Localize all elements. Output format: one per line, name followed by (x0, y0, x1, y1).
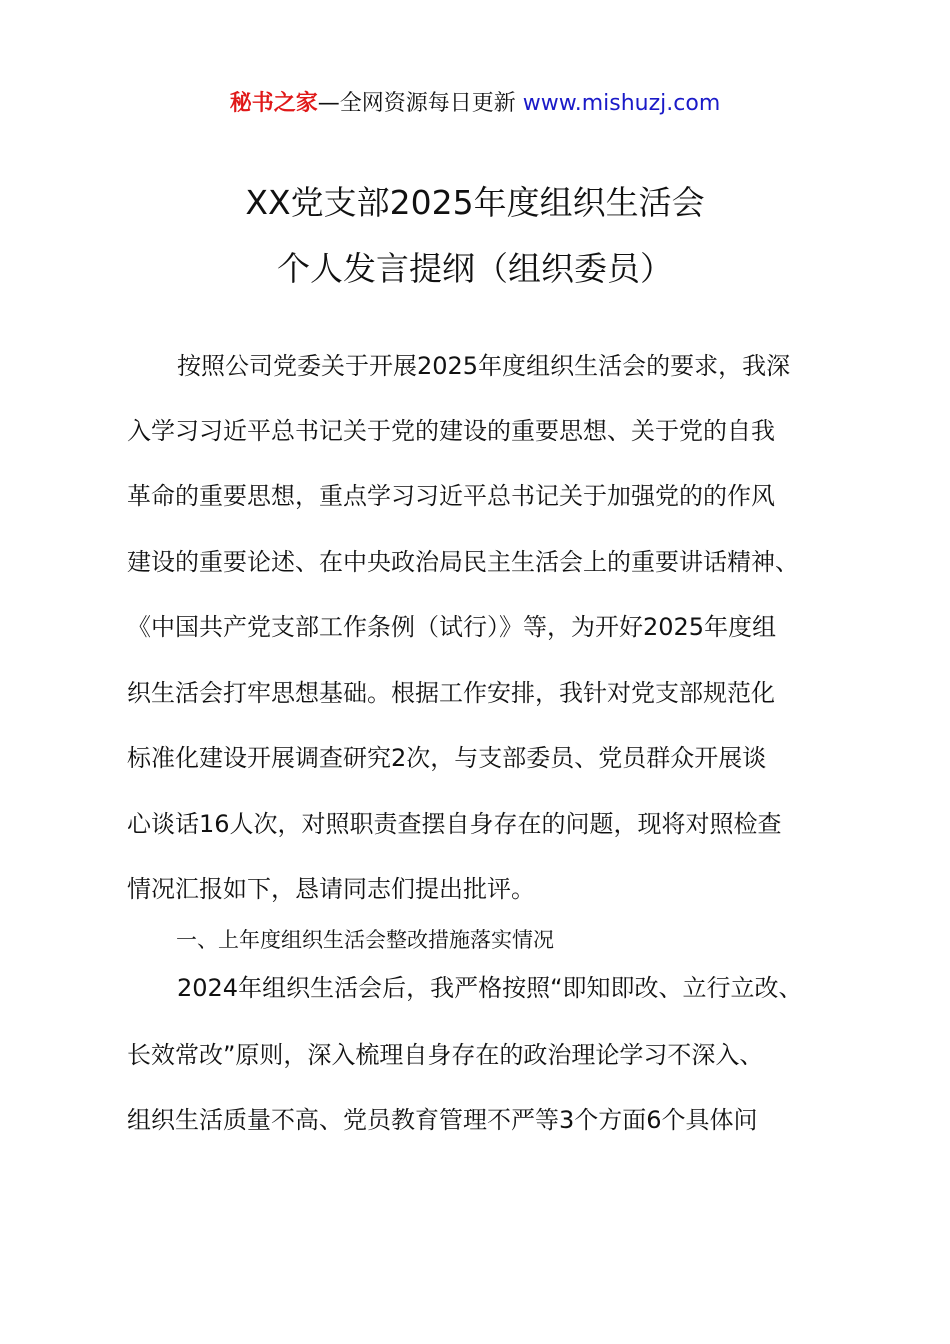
site-banner (0, 86, 950, 122)
paragraph-line: 标准化建设开展调查研究2次，与支部委员、党员群众开展谈 (127, 744, 767, 772)
paragraph-line: 按照公司党委关于开展2025年度组织生活会的要求，我深 (177, 352, 791, 380)
paragraph-line: 情况汇报如下，恳请同志们提出批评。 (127, 875, 535, 903)
paragraph-line: 长效常改”原则，深入梳理自身存在的政治理论学习不深入、 (127, 1041, 764, 1069)
paragraph-line: 革命的重要思想，重点学习习近平总书记关于加强党的的作风 (127, 482, 775, 510)
paragraph-line: 组织生活质量不高、党员教育管理不严等3个方面6个具体问 (127, 1106, 758, 1134)
brand-name: 秘书之家 (229, 91, 318, 116)
site-url-link[interactable]: www.mishuzj.com (522, 91, 721, 116)
paragraph-line: 2024年组织生活会后，我严格按照“即知即改、立行立改、 (177, 974, 803, 1002)
paragraph-line: 织生活会打牢思想基础。根据工作安排，我针对党支部规范化 (127, 679, 775, 707)
section-heading-1: 一、上年度组织生活会整改措施落实情况 (176, 928, 554, 952)
document-title-line-2: 个人发言提纲（组织委员） (277, 249, 673, 288)
banner-tagline: —全网资源每日更新 (317, 91, 516, 116)
paragraph-line: 建设的重要论述、在中央政治局民主生活会上的重要讲话精神、 (127, 548, 799, 576)
document-title-line-1: XX党支部2025年度组织生活会 (245, 183, 705, 222)
paragraph-line: 《中国共产党支部工作条例（试行）》等，为开好2025年度组 (127, 613, 777, 641)
paragraph-line: 心谈话16人次，对照职责查摆自身存在的问题，现将对照检查 (127, 810, 782, 838)
paragraph-line: 入学习习近平总书记关于党的建设的重要思想、关于党的自我 (127, 417, 775, 445)
